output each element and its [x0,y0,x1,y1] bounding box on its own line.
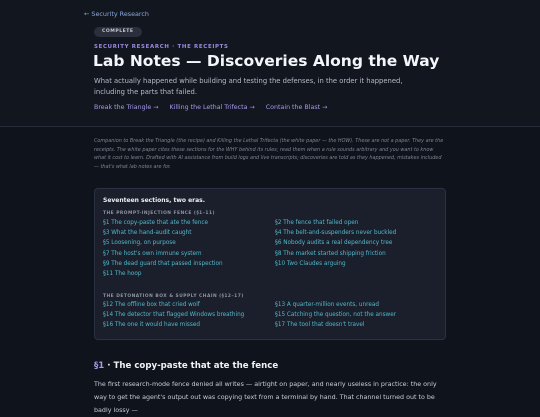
toc-link-s2[interactable]: §2 The fence that failed open [275,220,359,226]
toc-link-s13[interactable]: §13 A quarter-million events, unread [275,302,379,308]
page-subtitle: What actually happened while building and testing the defenses, in the order it happened, including the parts that failed. [94,77,403,96]
table-of-contents [94,188,446,340]
link-killing-the-lethal-trifecta[interactable]: Killing the Lethal Trifecta → [169,104,255,111]
section-heading [94,361,278,371]
page-title: Lab Notes — Discoveries Along the Way [93,52,440,70]
toc-link-s1[interactable]: §1 The copy-paste that ate the fence [103,220,209,226]
related-links [94,104,336,111]
toc-link-s16[interactable]: §16 The one it would have missed [103,322,200,329]
toc-group-label-fence: THE PROMPT-INJECTION FENCE (§1–11) [103,211,216,216]
toc-link-s12[interactable]: §12 The offline box that cried wolf [103,302,200,308]
toc-detonation-left-column [103,300,244,331]
intro-note: Companion to Break the Triangle (the recipe) and Killing the Lethal Trifecta (the white paper — the HOW). These are not a paper. They are the receipts. The white paper cites these sections for the WHY behind its rules; read them when a rule sounds arbitrary and you want to know what it cost to learn. Drafted with AI assistance from build logs and live transcripts; discoveries are told as they happened, mistakes included — that's what lab notes are for. [94,138,444,170]
toc-link-s10[interactable]: §10 Two Claudes arguing [275,260,346,267]
toc-link-s6[interactable]: §6 Nobody audits a real dependency tree [275,240,393,247]
section-body: The first research-mode fence denied all writes — airtight on paper, and nearly useless in practice: the only way to get the agent's output out was copying text from a terminal by hand. That channel turned out to be badly lossy — [94,381,437,414]
back-link[interactable]: ← Security Research [84,10,149,18]
section-number: §1 [94,361,105,371]
toc-fence-right-column [275,218,396,269]
section-title-text: · The copy-paste that ate the fence [104,361,279,371]
link-break-the-triangle[interactable]: Break the Triangle → [94,104,159,111]
toc-link-s9[interactable]: §9 The dead guard that passed inspection [103,260,223,267]
toc-fence-left-column [103,218,223,279]
toc-link-s14[interactable]: §14 The detector that flagged Windows breathing [103,312,245,319]
toc-link-s11[interactable]: §11 The hoop [103,270,142,277]
toc-group-label-detonation: THE DETONATION BOX & SUPPLY CHAIN (§12–17) [103,294,244,299]
toc-link-s17[interactable]: §17 The tool that doesn't travel [275,322,365,329]
hero-header [0,0,540,127]
toc-detonation-right-column [275,300,396,331]
toc-heading: Seventeen sections, two eras. [103,197,206,204]
toc-link-s5[interactable]: §5 Loosening, on purpose [103,240,176,247]
toc-link-s7[interactable]: §7 The host's own immune system [103,250,202,257]
link-contain-the-blast[interactable]: Contain the Blast → [265,104,328,111]
status-badge: COMPLETE [94,27,142,37]
toc-link-s3[interactable]: §3 What the hand-audit caught [103,230,192,237]
toc-link-s15[interactable]: §15 Catching the question, not the answer [275,312,397,319]
toc-link-s8[interactable]: §8 The market started shipping friction [275,250,386,257]
kicker: SECURITY RESEARCH · THE RECEIPTS [94,44,229,50]
toc-link-s4[interactable]: §4 The belt-and-suspenders never buckled [275,230,397,237]
